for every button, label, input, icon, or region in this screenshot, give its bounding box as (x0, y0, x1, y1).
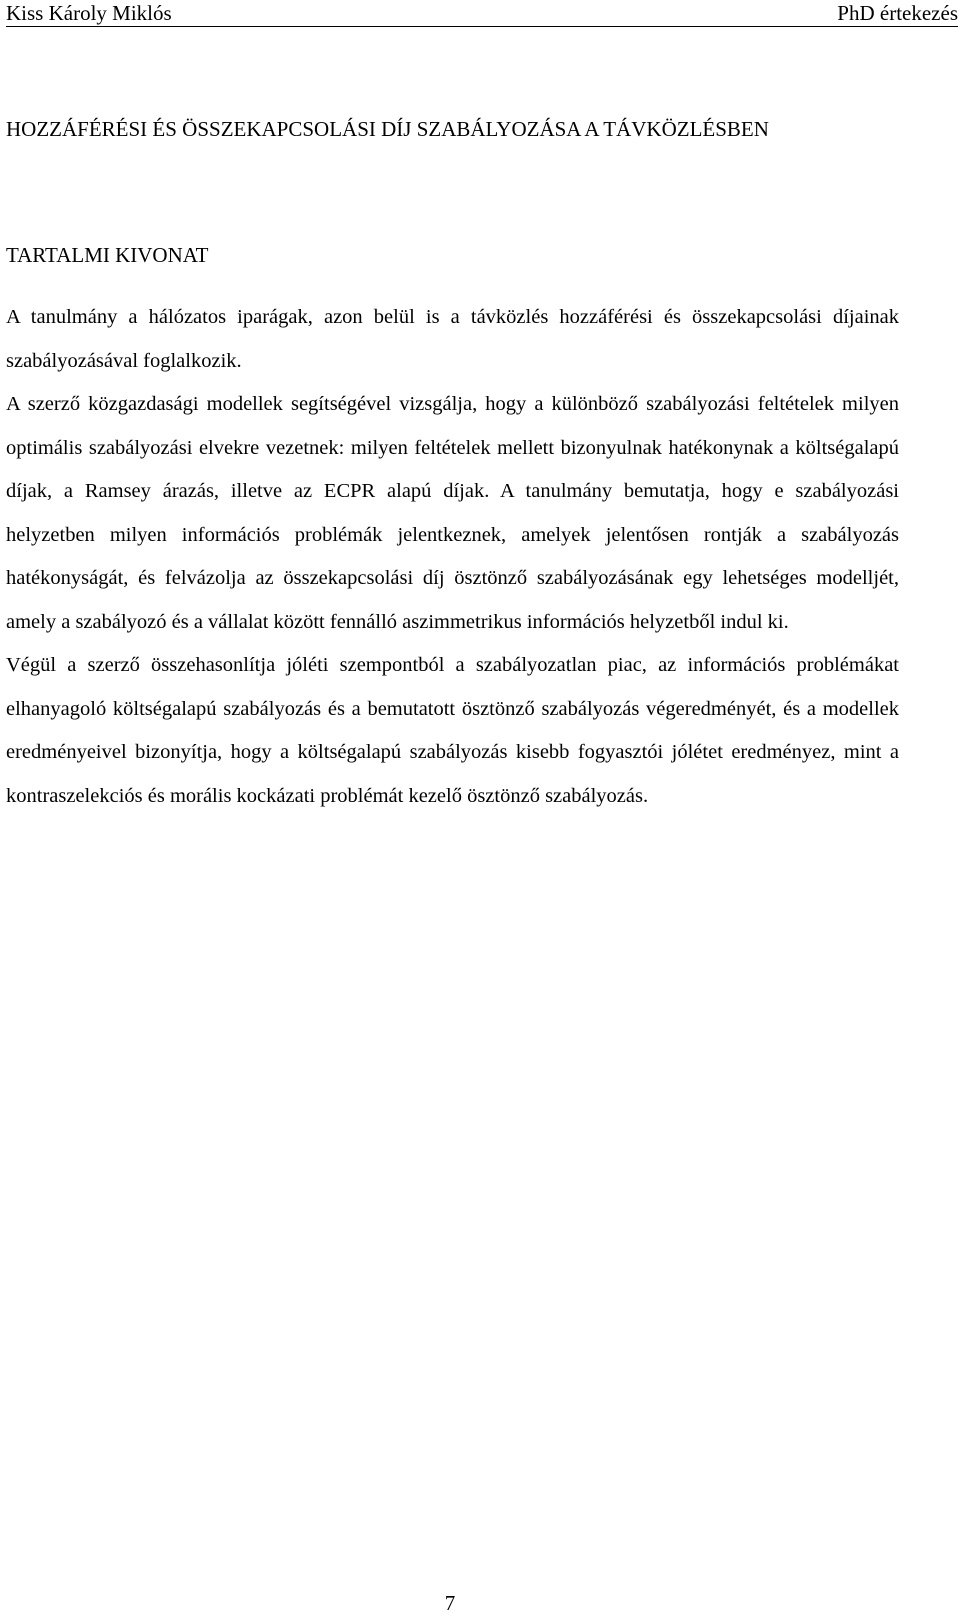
document-title: HOZZÁFÉRÉSI ÉS ÖSSZEKAPCSOLÁSI DÍJ SZABÁLYOZÁSA A TÁVKÖZLÉSBEN (6, 117, 769, 141)
abstract-paragraph-2: A szerző közgazdasági modellek segítségével vizsgálja, hogy a különböző szabályozási feltételek milyen optimális szabályozási elvekre vezetnek: milyen feltételek mellett bizonyulnak hatékonynak a költségalapú díjak, a Ramsey árazás, illetve az ECPR alapú díjak. A tanulmány bemutatja, hogy e szabályozási helyzetben milyen információs problémák jelentkeznek, amelyek jelentősen rontják a szabályozás hatékonyságát, és felvázolja az összekapcsolási díj ösztönző szabályozásának egy lehetséges modelljét, amely a szabályozó és a vállalat között fennálló aszimmetrikus információs helyzetből indul ki. (6, 393, 899, 633)
header-document-type: PhD értekezés (837, 1, 958, 25)
header-author: Kiss Károly Miklós (6, 1, 172, 25)
page-number: 7 (444, 1591, 456, 1615)
abstract-heading: TARTALMI KIVONAT (6, 243, 209, 267)
abstract-paragraph-3: Végül a szerző összehasonlítja jóléti szempontból a szabályozatlan piac, az információs problémákat elhanyagoló költségalapú szabályozás és a bemutatott ösztönző szabályozás végeredményét, és a modellek eredményeivel bizonyítja, hogy a költségalapú szabályozás kisebb fogyasztói jólétet eredményez, mint a kontraszelekciós és morális kockázati problémát kezelő ösztönző szabályozás. (6, 654, 899, 807)
main-content (6, 108, 899, 818)
abstract-paragraph-1: A tanulmány a hálózatos iparágak, azon belül is a távközlés hozzáférési és összekapcsolási díjainak szabályozásával foglalkozik. (6, 306, 899, 372)
page-header (6, 0, 958, 27)
